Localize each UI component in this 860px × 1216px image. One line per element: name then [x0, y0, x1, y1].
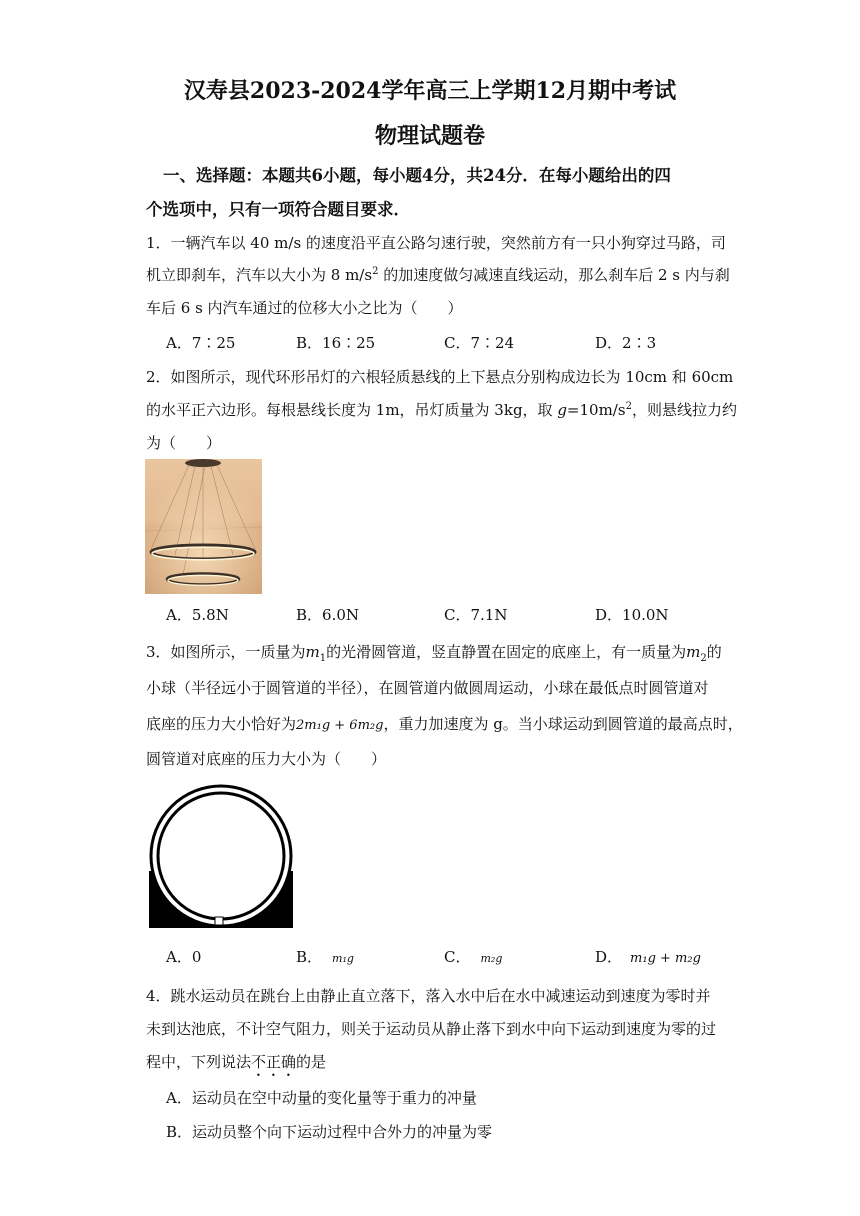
q1-line2a: 机立即刹车，汽车以大小为 8 m/s [146, 266, 373, 284]
q2-line2 [146, 399, 737, 420]
q3-line3 [146, 713, 743, 734]
q3-option-b [296, 946, 354, 967]
exam-title: 汉寿县2023-2024学年高三上学期12月期中考试 [183, 78, 677, 104]
q4-line3 [146, 1051, 326, 1080]
q3-option-c [444, 946, 502, 967]
q3-line2: 小球（半径远小于圆管道的半径），在圆管道内做圆周运动，小球在最低点时圆管道对 [146, 679, 709, 697]
q1-option-a: A．7∶25 [166, 334, 236, 352]
q2-line2c: ，则悬线拉力约 [631, 401, 737, 419]
q3-option-a: A．0 [166, 948, 202, 966]
q3-option-b-label: B． [296, 948, 323, 966]
chandelier-photo [145, 459, 262, 594]
q3-line1c: 的 [706, 643, 722, 661]
q2-option-a: A．5.8N [166, 606, 229, 624]
q4-emphasis: 不正确 [251, 1053, 297, 1071]
q3-sub1: 1 [319, 653, 327, 664]
section-heading-line1: 一、选择题：本题共6小题，每小题4分，共24分．在每小题给出的四 [163, 166, 671, 185]
ring-tube-figure [145, 780, 297, 930]
q4-line2: 未到达池底，不计空气阻力，则关于运动员从静止落下到水中向下运动到速度为零的过 [146, 1020, 717, 1038]
q3-line1 [146, 641, 722, 664]
section-heading-line2: 个选项中，只有一项符合题目要求． [146, 200, 410, 219]
q1-sup: 2 [372, 266, 379, 277]
q2-line1: 2．如图所示，现代环形吊灯的六根轻质悬线的上下悬点分别构成边长为 10cm 和 60cm [146, 368, 734, 386]
q2-line2b: =10m/s [566, 401, 626, 419]
q3-formula: 2m₁g + 6m₂g [296, 718, 384, 733]
q1-option-d: D．2∶3 [595, 334, 657, 352]
q3-line3b: ，重力加速度为 g。当小球运动到圆管道的最高点时， [383, 715, 743, 733]
q1-option-b: B．16∶25 [296, 334, 376, 352]
q1-line3: 车后 6 s 内汽车通过的位移大小之比为（ ） [146, 299, 463, 317]
q2-line3: 为（ ） [146, 434, 222, 452]
q1-line1: 1．一辆汽车以 40 m/s 的速度沿平直公路匀速行驶，突然前方有一只小狗穿过马路，司 [146, 234, 726, 252]
q3-m1: m [305, 643, 320, 661]
q3-option-b-formula: m₁g [332, 952, 354, 965]
q4-option-a: A．运动员在空中动量的变化量等于重力的冲量 [166, 1089, 477, 1107]
q3-option-c-label: C． [444, 948, 471, 966]
q1-line2 [146, 264, 730, 285]
q3-sub2: 2 [700, 653, 707, 664]
q3-line1a: 3．如图所示，一质量为 [146, 643, 306, 661]
q3-option-d-formula: m₁g + m₂g [630, 951, 701, 966]
q4-option-b: B．运动员整个向下运动过程中合外力的冲量为零 [166, 1123, 493, 1141]
q3-option-c-formula: m₂g [480, 952, 503, 965]
q2-option-b: B．6.0N [296, 606, 360, 624]
q3-line1b: 的光滑圆管道，竖直静置在固定的底座上，有一质量为 [326, 643, 687, 661]
q2-option-c: C．7.1N [444, 606, 508, 624]
q1-option-c: C．7∶24 [444, 334, 515, 352]
q3-line3a: 底座的压力大小恰好为 [146, 715, 297, 733]
q2-sup: 2 [625, 401, 632, 412]
q3-line4: 圆管道对底座的压力大小为（ ） [146, 750, 387, 768]
q2-option-d: D．10.0N [595, 606, 669, 624]
q2-g: g [557, 401, 567, 419]
q4-line1: 4．跳水运动员在跳台上由静止直立落下，落入水中后在水中减速运动到速度为零时并 [146, 987, 711, 1005]
q3-m2: m [686, 643, 701, 661]
q1-line2b: 的加速度做匀减速直线运动，那么刹车后 2 s 内与刹 [378, 266, 730, 284]
q3-option-d-label: D． [595, 948, 623, 966]
q4-line3b: 的是 [296, 1053, 327, 1071]
q3-option-d [595, 946, 701, 967]
exam-subtitle: 物理试题卷 [374, 123, 485, 149]
q2-line2a: 的水平正六边形。每根悬线长度为 1m，吊灯质量为 3kg，取 [146, 401, 558, 419]
q4-line3a: 程中，下列说法 [146, 1053, 252, 1071]
